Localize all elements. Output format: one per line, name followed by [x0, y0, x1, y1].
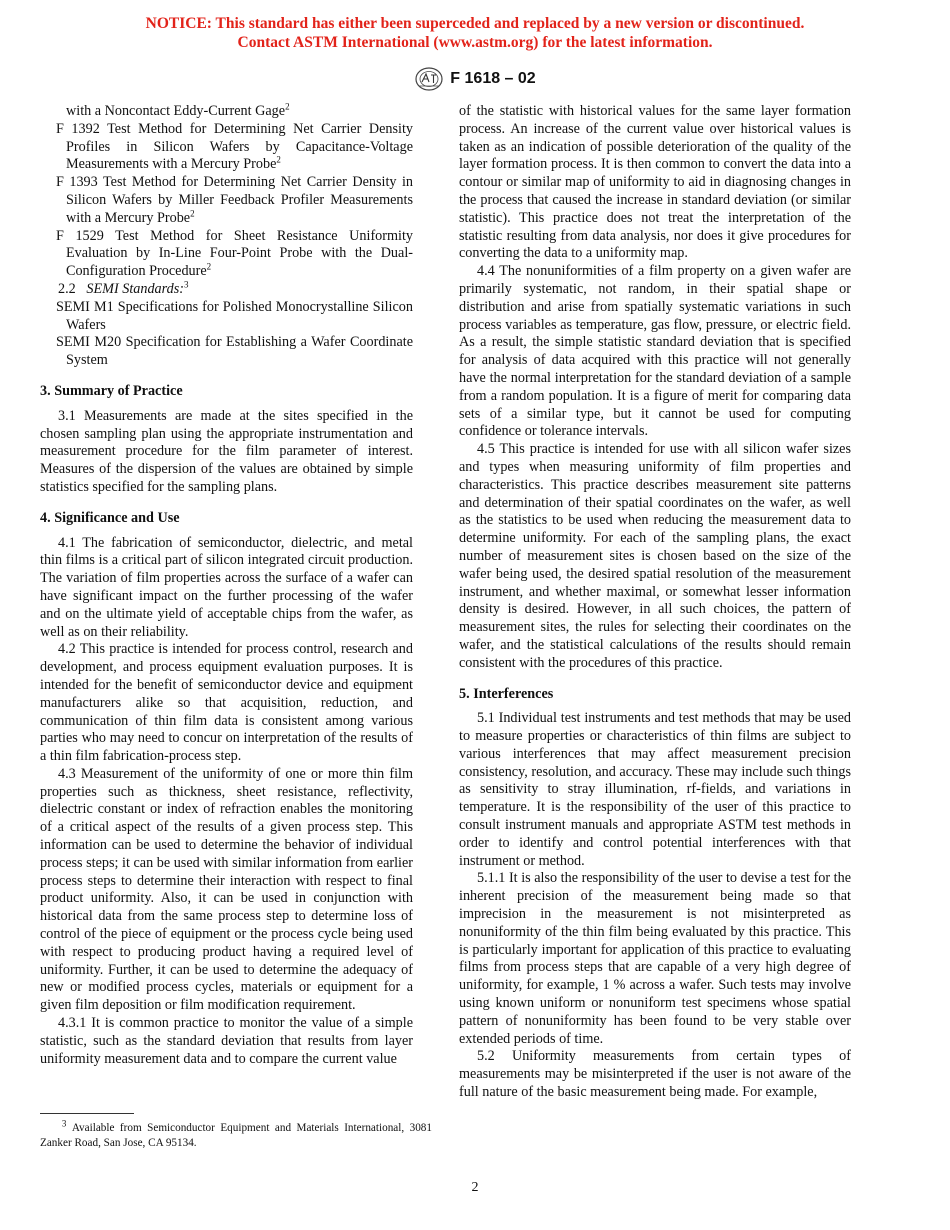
paragraph-3-1: 3.1 Measurements are made at the sites specified in the chosen sampling plan using the appropriate instrumentation and measurement procedure for the film parameter of interest. Measures of the dispersion of the values are obtained by simple statistics specified for the sampling plans.	[40, 407, 413, 495]
paragraph-4-2: 4.2 This practice is intended for process control, research and development, and process equipment evaluation purposes. It is intended for the benefit of semiconductor device and equipment manufacturers alike so that acquisition, reduction, and communication of thin film data is consistent among various parties who may need to concur on interpretation of the results of a thin film fabrication-process step.	[40, 641, 413, 765]
section-5-heading: 5. Interferences	[459, 685, 554, 702]
standard-designation: F 1618 – 02	[450, 70, 536, 87]
reference-semi-m20: SEMI M20 Specification for Establishing a Wafer Coordinate System	[56, 334, 413, 369]
section-3-heading: 3. Summary of Practice	[40, 382, 183, 399]
paragraph-4-3: 4.3 Measurement of the uniformity of one or more thin film properties such as thickness, sheet resistance, reflectivity, dielectric constant or index of refraction enables the monitoring of a critical aspect of the results of a given process step. This information can be used to determine the behavior of individual process steps; it can be used with similar information from earlier process steps to determine their interaction with respect to final product uniformity. Also, it can be used in conjunction with historical data from the same process step to determine loss of control of the piece of equipment or the process cycle being used with respect to producing product having a required level of uniformity. Further, it can be used to determine the adequacy of new or modified process cycles, materials or equipment for a given film deposition or film modification requirement.	[40, 765, 413, 1014]
footnote-3: $^3$ Available from Semiconductor Equipment and Materials International, 3081 Zanker Road, San Jose, CA 95134.	[40, 1118, 432, 1149]
paragraph-5-1-1: 5.1.1 It is also the responsibility of the user to devise a test for the inherent precision of the measurement being made so that imprecision in the measurement is not misinterpreted as nonuniformity of the thin film being evaluated by this practice. This is particularly important for application of this practice to evaluating films from process steps that are capable of a very high degree of uniformity, for example, 1 % across a wafer. Such tests may involve using known uniform or nonuniform test specimens whose spatial pattern of nonuniformity has been found to be very stable over extended periods of time.	[459, 870, 851, 1047]
reference-semi-m1: SEMI M1 Specifications for Polished Monocrystalline Silicon Wafers	[56, 298, 413, 333]
page-number: 2	[471, 1180, 479, 1195]
paragraph-5-1: 5.1 Individual test instruments and test methods that may be used to measure properties or characteristics of thin films are subject to various interferences that may affect measurement precision consistency, resolution, and accuracy. These may include such things as sensitivity to stray illumination, rf-fields, and variations in temperature. It is the responsibility of the user of this practice to consult instrument manuals and appropriate ASTM test methods in order to identify and control potential interferences with that instrument or method.	[459, 710, 851, 869]
section-4-heading: 4. Significance and Use	[40, 509, 180, 526]
page-header	[0, 66, 950, 92]
reference-f1393: F 1393 Test Method for Determining Net Carrier Density in Silicon Wafers by Miller Feedback Profiler Measurements with a Mercury Probe$^2$	[56, 174, 413, 226]
footnote-divider	[40, 1113, 134, 1114]
supersession-notice	[0, 14, 950, 52]
right-column	[459, 103, 851, 1102]
paragraph-5-2: 5.2 Uniformity measurements from certain types of measurements may be misinterpreted if the user is not aware of the full nature of the basic measurement being made. For example,	[459, 1048, 851, 1101]
paragraph-4-3-1: 4.3.1 It is common practice to monitor the value of a simple statistic, such as the standard deviation that results from layer uniformity measurement data and to compare the current value	[40, 1015, 413, 1067]
semi-standards-subheading: 2.2 SEMI Standards:$^3$	[58, 279, 189, 297]
reference-f1529: F 1529 Test Method for Sheet Resistance Uniformity Evaluation by In-Line Four-Point Probe with the Dual-Configuration Procedure$^2$	[56, 227, 413, 280]
paragraph-4-4: 4.4 The nonuniformities of a film property on a given wafer are primarily systematic, not random, in their spatial shape or distribution and arise from spatially systematic variations in such process variables as temperature, gas flow, pressure, or electric field. As a result, the simple statistic standard deviation that is specified for analysis of data acquired with this practice will not generally have the normal interpretation for the standard deviation of a sample from a random population. It is a figure of merit for comparing data sets of a similar type, but it cannot be used for computing confidence or tolerance intervals.	[459, 263, 851, 440]
notice-line-1: NOTICE: This standard has either been superceded and replaced by a new version or discontinued.	[145, 15, 805, 32]
reference-f1392: F 1392 Test Method for Determining Net Carrier Density Profiles in Silicon Wafers by Capacitance-Voltage Measurements with a Mercury Probe$^2$	[56, 120, 413, 173]
paragraph-4-5: 4.5 This practice is intended for use with all silicon wafer sizes and types when measuring uniformity of film properties and characteristics. This practice describes measurement site patterns and determination of their spatial coordinates on the wafer, as well as the statistics to be used when reducing the measurement data to determine uniformity. For each of the sampling plans, the exact number of measurement sites is chosen based on the size of the wafer being used, the desired spatial resolution of the measurement instrument, and whether maximal, or somewhat lesser information density is desired. However, in all such choices, the pattern of measurement sites, the rules for selecting their coordinates on the wafer, and the statistical calculations of the results should remain consistent with the procedures of this practice.	[459, 441, 851, 671]
astm-logo-icon	[414, 66, 444, 92]
reference-continuation: with a Noncontact Eddy-Current Gage$^2$	[66, 101, 290, 119]
paragraph-4-3-1-continued: of the statistic with historical values for the same layer formation process. An increase of the current value over historical values is taken as an indication of possible deterioration of the quality of the layer formation process. It is then common to convert the data into a contour or similar map of uniformity to aid in diagnosing changes in the process that caused the increase in standard deviation (or similar statistic). This practice does not treat the interpretation of the statistic resulting from data analysis, nor does it give procedures for converting the data to a uniformity map.	[459, 103, 851, 262]
paragraph-4-1: 4.1 The fabrication of semiconductor, dielectric, and metal thin films is a critical part of silicon integrated circuit production. The variation of film properties across the surface of a wafer can have significant impact on the further processing of the wafer and on the ultimate yield of acceptable chips from the wafer, as well as on their reliability.	[40, 534, 413, 640]
left-column	[40, 103, 413, 1068]
notice-line-2: Contact ASTM International (www.astm.org) for the latest information.	[237, 34, 713, 51]
